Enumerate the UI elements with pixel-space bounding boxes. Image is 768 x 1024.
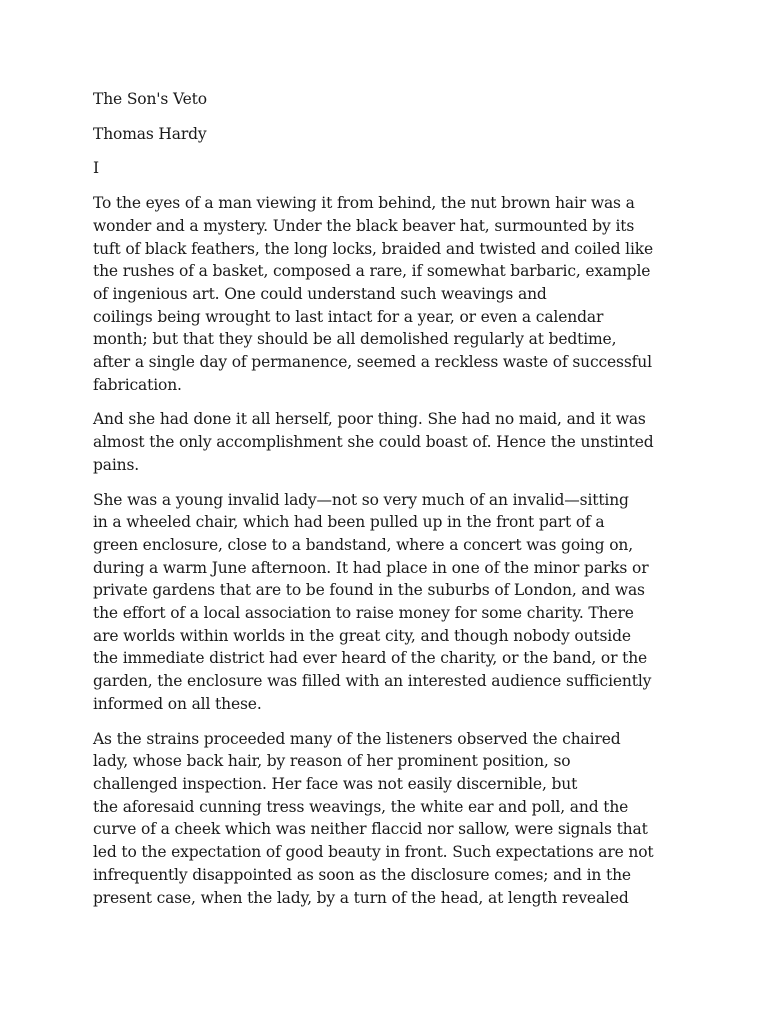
body-text <box>93 192 683 909</box>
text-line: wonder and a mystery. Under the black beaver hat, surmounted by its <box>93 216 635 235</box>
paragraph <box>93 728 683 910</box>
text-line: tuft of black feathers, the long locks, braided and twisted and coiled like <box>93 239 654 258</box>
text-line: during a warm June afternoon. It had place in one of the minor parks or <box>93 558 649 577</box>
text-line: coilings being wrought to last intact for a year, or even a calendar <box>93 307 604 326</box>
paragraph <box>93 408 683 476</box>
text-line: of ingenious art. One could understand such weavings and <box>93 284 547 303</box>
text-line: the immediate district had ever heard of the charity, or the band, or the <box>93 649 648 668</box>
paragraph <box>93 489 683 716</box>
text-line: garden, the enclosure was filled with an interested audience sufficiently <box>93 672 652 691</box>
text-line: pains. <box>93 455 140 474</box>
document-author: Thomas Hardy <box>93 124 207 143</box>
text-line: green enclosure, close to a bandstand, where a concert was going on, <box>93 535 634 554</box>
text-line: the rushes of a basket, composed a rare, if somewhat barbaric, example <box>93 262 651 281</box>
text-line: lady, whose back hair, by reason of her prominent position, so <box>93 752 571 771</box>
text-line: infrequently disappointed as soon as the disclosure comes; and in the <box>93 865 631 884</box>
document-page <box>93 88 683 921</box>
text-line: fabrication. <box>93 375 182 394</box>
text-line: the effort of a local association to raise money for some charity. There <box>93 604 634 623</box>
text-line: To the eyes of a man viewing it from behind, the nut brown hair was a <box>93 194 635 213</box>
text-line: month; but that they should be all demolished regularly at bedtime, <box>93 330 617 349</box>
text-line: are worlds within worlds in the great city, and though nobody outside <box>93 626 631 645</box>
text-line: almost the only accomplishment she could boast of. Hence the unstinted <box>93 433 654 452</box>
text-line: informed on all these. <box>93 694 262 713</box>
text-line: in a wheeled chair, which had been pulled up in the front part of a <box>93 513 605 532</box>
text-line: And she had done it all herself, poor thing. She had no maid, and it was <box>93 410 646 429</box>
text-line: the aforesaid cunning tress weavings, the white ear and poll, and the <box>93 797 629 816</box>
section-heading: I <box>93 159 99 178</box>
text-line: led to the expectation of good beauty in front. Such expectations are not <box>93 843 654 862</box>
text-line: private gardens that are to be found in the suburbs of London, and was <box>93 581 645 600</box>
text-line: curve of a cheek which was neither flaccid nor sallow, were signals that <box>93 820 648 839</box>
text-line: present case, when the lady, by a turn of the head, at length revealed <box>93 888 629 907</box>
paragraph <box>93 192 683 396</box>
document-title: The Son's Veto <box>93 90 207 108</box>
text-line: after a single day of permanence, seemed a reckless waste of successful <box>93 353 652 372</box>
text-line: She was a young invalid lady—not so very much of an invalid—sitting <box>93 490 629 509</box>
text-line: As the strains proceeded many of the listeners observed the chaired <box>93 729 621 748</box>
text-line: challenged inspection. Her face was not easily discernible, but <box>93 774 578 793</box>
